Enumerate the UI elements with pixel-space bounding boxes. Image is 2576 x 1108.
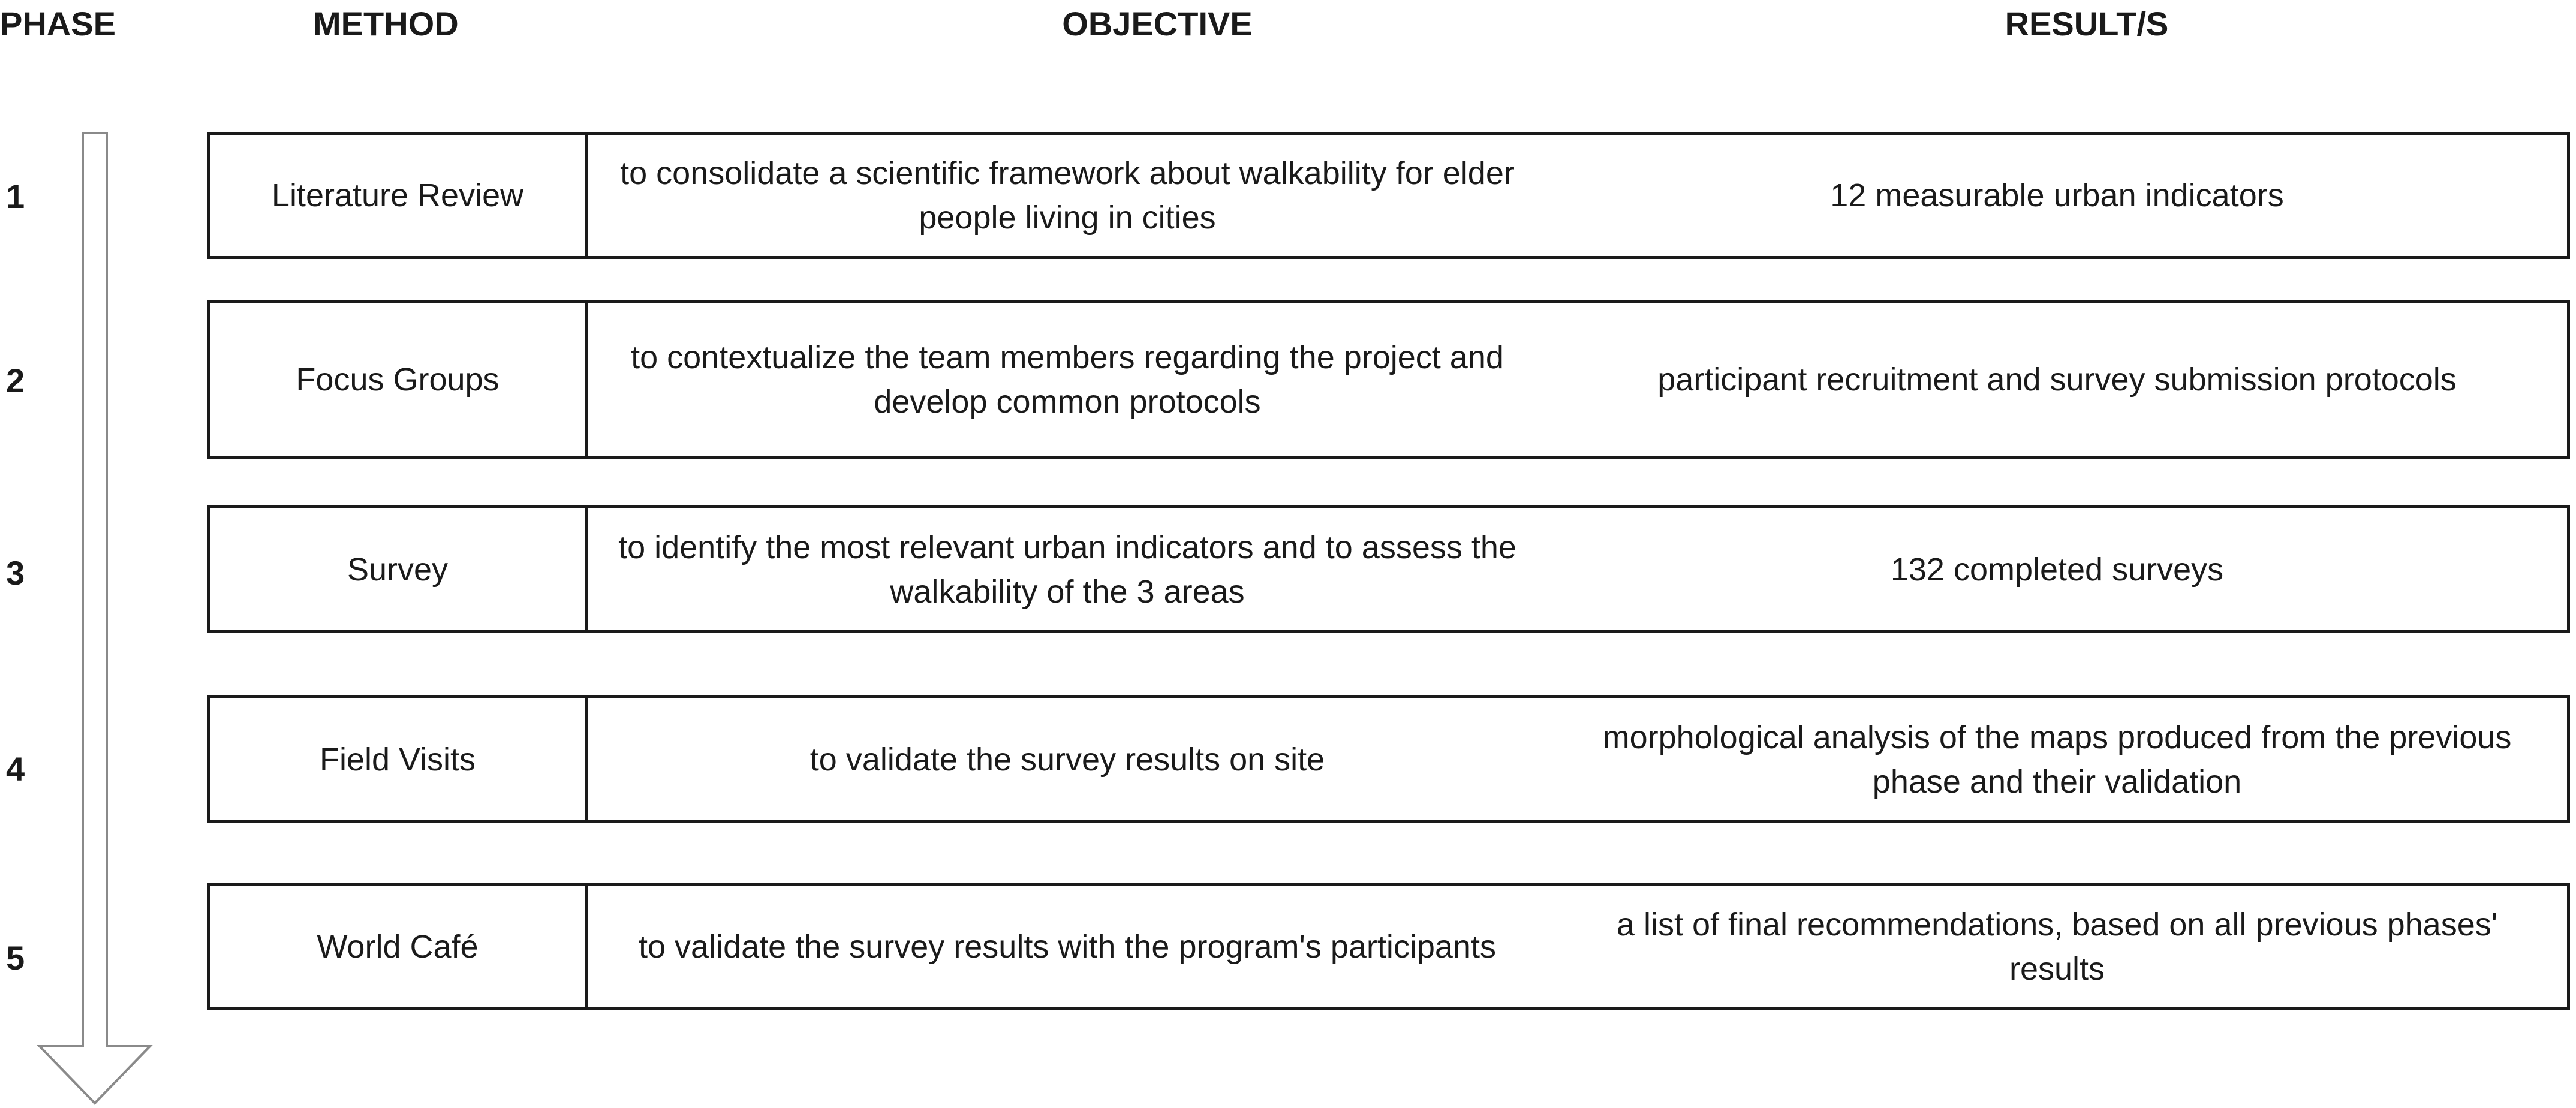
phase-number-2: 2 bbox=[6, 362, 25, 399]
method-cell: Survey bbox=[210, 508, 588, 630]
phase-number-4: 4 bbox=[6, 750, 25, 788]
objective-cell: to consolidate a scientific framework about walkability for elder people living in cities bbox=[620, 155, 1515, 236]
objective-cell: to identify the most relevant urban indicators and to assess the walkability of the 3 areas bbox=[618, 529, 1516, 610]
result-column-header: RESULT/S bbox=[2005, 5, 2169, 43]
result-cell: 12 measurable urban indicators bbox=[1830, 177, 2284, 213]
phase-row-4 bbox=[207, 695, 2570, 823]
phase-row-1 bbox=[207, 132, 2570, 259]
phase-column-header: PHASE bbox=[0, 5, 116, 43]
phase-row-3 bbox=[207, 505, 2570, 633]
objective-cell: to validate the survey results with the program's participants bbox=[639, 929, 1496, 965]
method-cell: World Café bbox=[210, 886, 588, 1007]
phase-number-1: 1 bbox=[6, 177, 25, 215]
result-cell: participant recruitment and survey submission protocols bbox=[1657, 362, 2457, 398]
method-column-header: METHOD bbox=[313, 5, 459, 43]
objective-cell: to contextualize the team members regarding the project and develop common protocols bbox=[631, 339, 1504, 420]
objective-cell: to validate the survey results on site bbox=[809, 741, 1325, 778]
method-cell: Focus Groups bbox=[210, 303, 588, 456]
method-cell: Literature Review bbox=[210, 135, 588, 256]
method-cell: Field Visits bbox=[210, 698, 588, 820]
phase-row-5 bbox=[207, 883, 2570, 1010]
phase-number-5: 5 bbox=[6, 939, 25, 977]
phase-number-3: 3 bbox=[6, 554, 25, 592]
result-cell: 132 completed surveys bbox=[1890, 551, 2224, 588]
result-cell: a list of final recommendations, based on all previous phases' results bbox=[1616, 907, 2498, 987]
result-cell: morphological analysis of the maps produced from the previous phase and their validation bbox=[1602, 719, 2512, 800]
phase-row-2 bbox=[207, 300, 2570, 459]
objective-column-header: OBJECTIVE bbox=[1062, 5, 1253, 43]
